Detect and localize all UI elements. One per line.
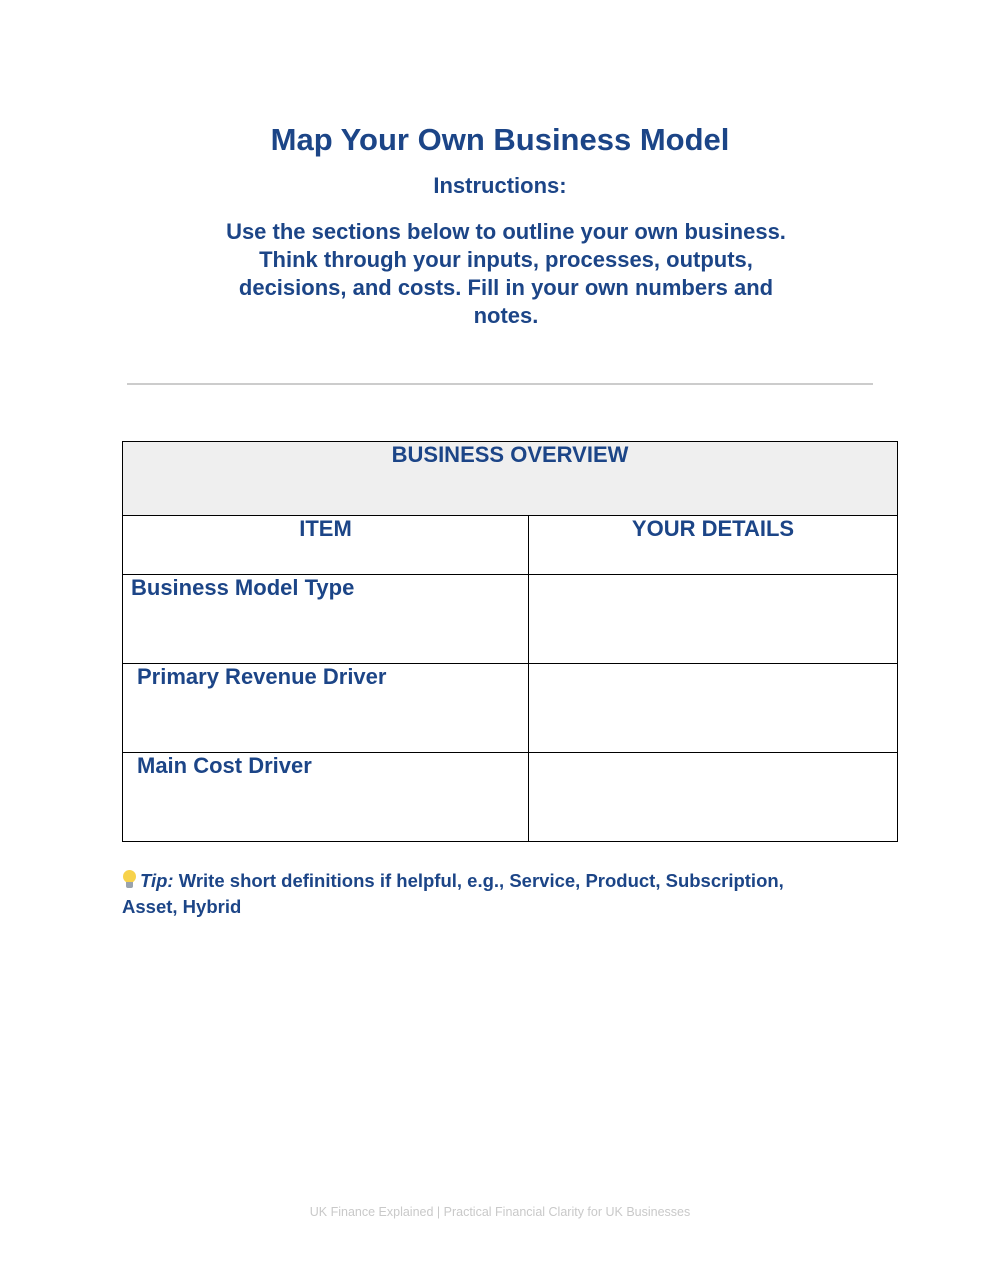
table-row [123, 664, 898, 753]
column-header-your-details: YOUR DETAILS [529, 516, 898, 575]
row-details-cell[interactable] [529, 664, 898, 753]
instructions-line: Use the sections below to outline your own business. [226, 219, 786, 244]
tip-text: Write short definitions if helpful, e.g., Service, Product, Subscription, Asset, Hybrid [122, 870, 784, 917]
row-details-cell[interactable] [529, 753, 898, 842]
tip-note [122, 868, 842, 920]
column-header-item: ITEM [123, 516, 529, 575]
tip-label: Tip: [140, 870, 174, 891]
row-details-cell[interactable] [529, 575, 898, 664]
table-row [123, 575, 898, 664]
lightbulb-icon [122, 870, 136, 890]
business-overview-table [122, 441, 898, 842]
instructions-heading: Instructions: [433, 173, 567, 198]
instructions-line: notes. [473, 303, 539, 328]
instructions-line: Think through your inputs, processes, outputs, [259, 247, 753, 272]
row-item-label: Main Cost Driver [123, 753, 529, 842]
page-title: Map Your Own Business Model [270, 122, 730, 157]
instructions-line: decisions, and costs. Fill in your own numbers and [238, 275, 774, 300]
table-column-header-row [123, 516, 898, 575]
instructions-text [190, 218, 822, 330]
row-item-label: Primary Revenue Driver [123, 664, 529, 753]
table-row [123, 753, 898, 842]
page-footer: UK Finance Explained | Practical Financial Clarity for UK Businesses [309, 1205, 691, 1219]
row-item-label: Business Model Type [123, 575, 529, 664]
table-heading: BUSINESS OVERVIEW [123, 442, 898, 516]
table-heading-row [123, 442, 898, 516]
section-divider [127, 383, 873, 385]
